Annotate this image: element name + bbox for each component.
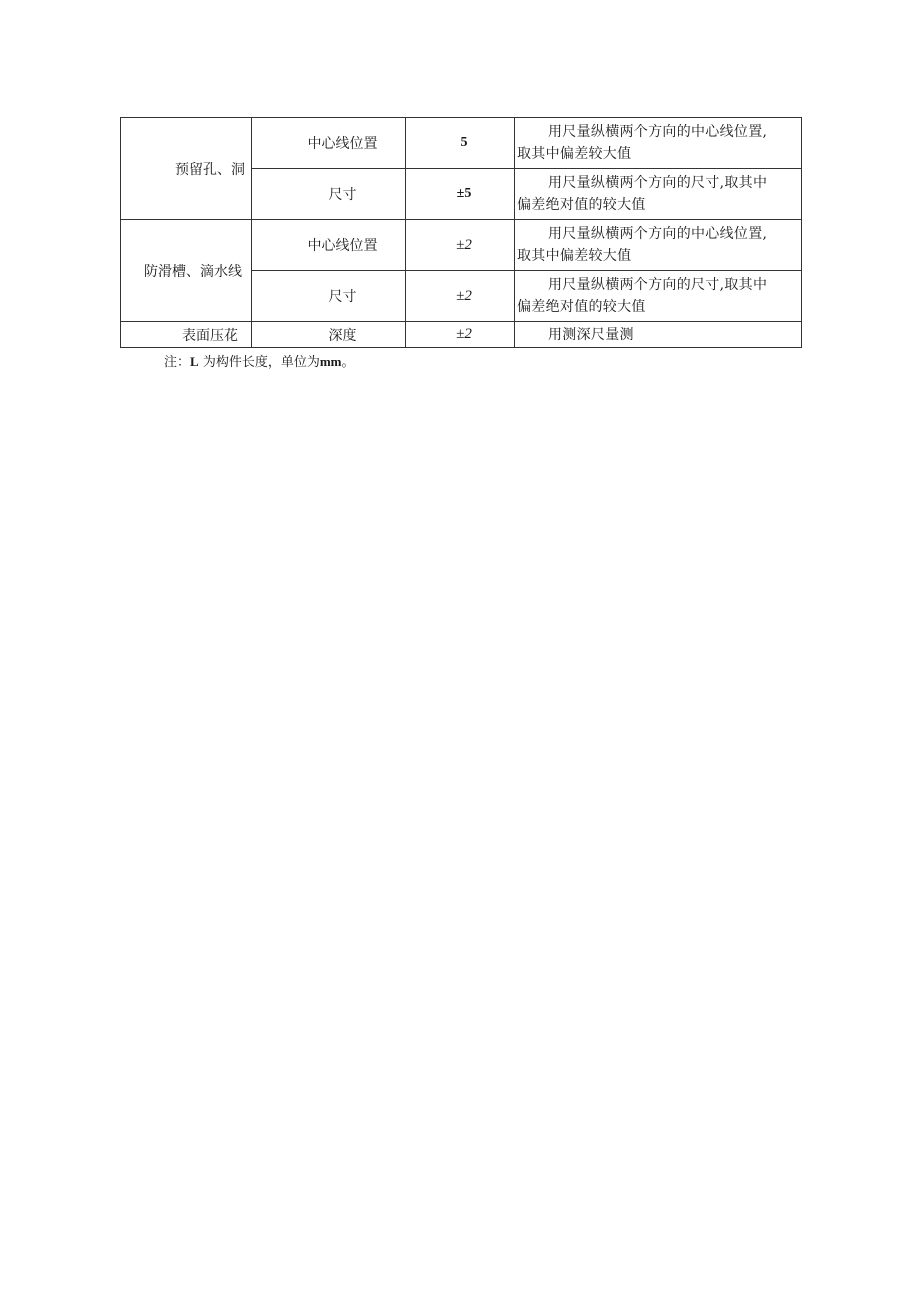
method-cell	[515, 220, 802, 271]
note-unit: mm	[319, 354, 342, 369]
tolerance-cell: ±2	[406, 322, 515, 348]
table-footnote	[164, 351, 355, 370]
method-line: 取其中偏差较大值	[517, 248, 632, 264]
method-cell	[515, 169, 802, 220]
method-line: 用尺量纵横两个方向的尺寸,取其中	[548, 175, 768, 191]
sub-item-cell: 中心线位置	[252, 118, 406, 169]
tolerance-table	[120, 117, 802, 348]
method-line: 用测深尺量测	[548, 326, 634, 343]
note-suffix: 。	[341, 355, 355, 370]
tolerance-cell: ±2	[406, 271, 515, 322]
sub-item-cell: 尺寸	[252, 169, 406, 220]
tolerance-cell: ±5	[406, 169, 515, 220]
method-line: 取其中偏差较大值	[517, 146, 632, 162]
note-symbol: L	[190, 354, 199, 369]
tolerance-cell: 5	[406, 118, 515, 169]
table-row	[121, 118, 802, 169]
method-line: 用尺量纵横两个方向的中心线位置,	[548, 124, 768, 140]
method-line: 偏差绝对值的较大值	[517, 299, 646, 315]
item-cell: 预留孔、洞	[121, 118, 252, 220]
table-row	[121, 322, 802, 348]
item-cell: 表面压花	[121, 322, 252, 348]
method-cell	[515, 118, 802, 169]
method-cell	[515, 271, 802, 322]
table-row	[121, 220, 802, 271]
method-cell	[515, 322, 802, 348]
method-line: 用尺量纵横两个方向的中心线位置,	[548, 226, 768, 242]
method-line: 偏差绝对值的较大值	[517, 197, 646, 213]
sub-item-cell: 深度	[252, 322, 406, 348]
sub-item-cell: 尺寸	[252, 271, 406, 322]
method-line: 用尺量纵横两个方向的尺寸,取其中	[548, 277, 768, 293]
note-text: 为构件长度，单位为	[202, 355, 320, 370]
tolerance-cell: ±2	[406, 220, 515, 271]
sub-item-cell: 中心线位置	[252, 220, 406, 271]
item-cell: 防滑槽、滴水线	[121, 220, 252, 322]
note-prefix: 注：	[164, 355, 191, 370]
